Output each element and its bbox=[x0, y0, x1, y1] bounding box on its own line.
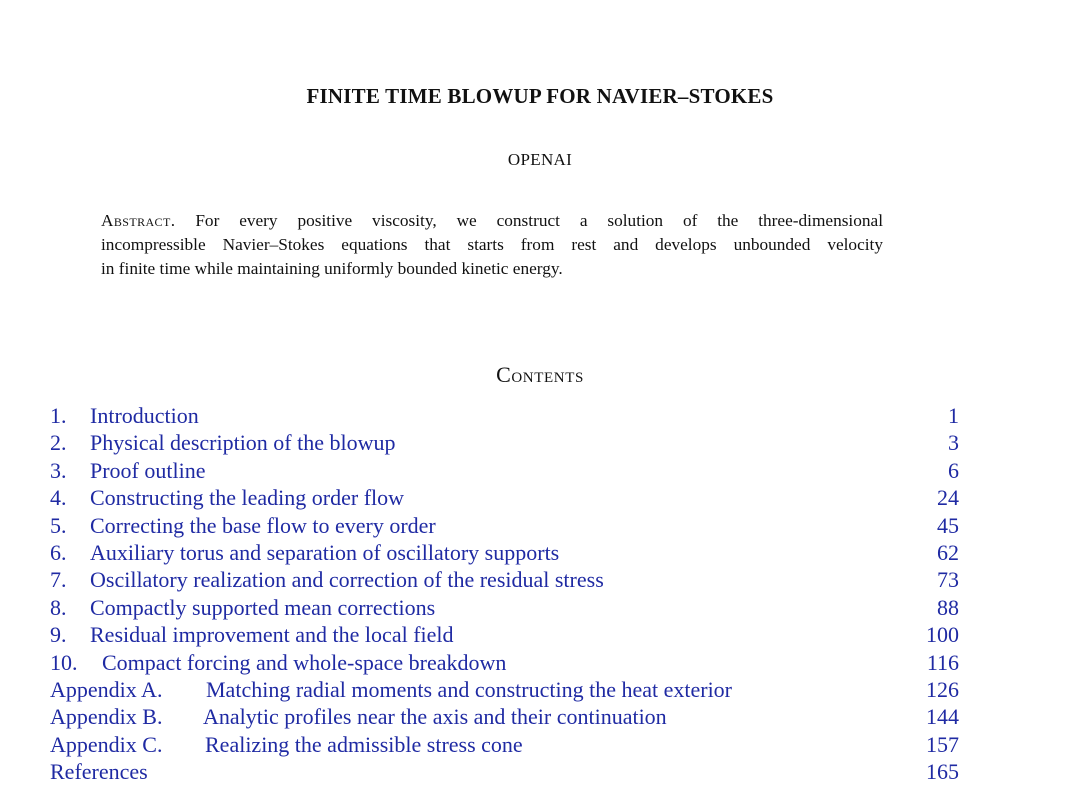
toc-entry-physical-description[interactable] bbox=[50, 429, 959, 456]
toc-page-number[interactable]: 126 bbox=[926, 676, 959, 702]
abstract-line: incompressible Navier–Stokes equations that starts from rest and develops unbounded velocity bbox=[101, 235, 883, 254]
abstract-line bbox=[101, 209, 883, 233]
toc-link[interactable]: Realizing the admissible stress cone bbox=[205, 731, 523, 757]
toc-entry-compact-forcing[interactable] bbox=[50, 649, 959, 676]
toc-page-number[interactable]: 24 bbox=[937, 485, 959, 511]
toc-link[interactable]: Physical description of the blowup bbox=[90, 430, 396, 456]
toc-entry-correcting-base-flow[interactable] bbox=[50, 512, 959, 539]
paper-title: FINITE TIME BLOWUP FOR NAVIER–STOKES bbox=[306, 84, 774, 108]
toc-page-number[interactable]: 73 bbox=[937, 567, 959, 593]
toc-entry-introduction[interactable] bbox=[50, 402, 959, 429]
toc-page-number[interactable]: 62 bbox=[937, 539, 959, 565]
toc-entry-oscillatory-realization[interactable] bbox=[50, 566, 959, 593]
toc-entry-auxiliary-torus[interactable] bbox=[50, 539, 959, 566]
toc-link[interactable]: Residual improvement and the local field bbox=[90, 622, 454, 648]
toc-page-number[interactable]: 45 bbox=[937, 512, 959, 538]
toc-number: Appendix C. bbox=[50, 731, 163, 757]
toc-link[interactable]: Oscillatory realization and correction of the residual stress bbox=[90, 567, 604, 593]
toc-link[interactable]: Proof outline bbox=[90, 457, 206, 483]
toc-entry-appendix-c[interactable] bbox=[50, 731, 959, 758]
toc-link[interactable]: Introduction bbox=[90, 403, 199, 428]
toc-number: Appendix B. bbox=[50, 704, 163, 730]
toc-number: 1. bbox=[50, 403, 67, 428]
toc-page-number[interactable]: 100 bbox=[926, 622, 959, 648]
toc-link[interactable]: Compactly supported mean corrections bbox=[90, 594, 436, 620]
table-of-contents bbox=[50, 402, 959, 785]
toc-page-number[interactable]: 6 bbox=[948, 457, 959, 483]
toc-number: 8. bbox=[50, 594, 67, 620]
toc-number: 6. bbox=[50, 539, 67, 565]
toc-entry-references[interactable] bbox=[50, 758, 959, 785]
toc-number: 3. bbox=[50, 457, 67, 483]
abstract-lead: Abstract. bbox=[101, 211, 176, 230]
toc-entry-residual-improvement[interactable] bbox=[50, 621, 959, 648]
toc-link[interactable]: Correcting the base flow to every order bbox=[90, 512, 436, 538]
abstract-line: in finite time while maintaining uniformly bounded kinetic energy. bbox=[101, 259, 563, 278]
toc-link[interactable]: Constructing the leading order flow bbox=[90, 485, 405, 511]
abstract-line-text: For every positive viscosity, we construct a solution of the three-dimensional bbox=[195, 211, 883, 230]
toc-entry-proof-outline[interactable] bbox=[50, 457, 959, 484]
toc-page-number[interactable]: 157 bbox=[926, 731, 959, 757]
toc-page-number[interactable]: 144 bbox=[926, 704, 959, 730]
toc-link[interactable]: References bbox=[50, 759, 148, 785]
toc-page-number[interactable]: 88 bbox=[937, 594, 959, 620]
toc-number: 5. bbox=[50, 512, 67, 538]
toc-link[interactable]: Matching radial moments and constructing the heat exterior bbox=[206, 676, 733, 702]
toc-link[interactable]: Compact forcing and whole-space breakdown bbox=[102, 649, 507, 675]
toc-number: 2. bbox=[50, 430, 67, 456]
abstract bbox=[101, 209, 883, 281]
toc-number: 4. bbox=[50, 485, 67, 511]
toc-link[interactable]: Analytic profiles near the axis and their continuation bbox=[203, 704, 667, 730]
toc-page-number[interactable]: 116 bbox=[926, 649, 959, 675]
toc-number: 7. bbox=[50, 567, 67, 593]
toc-number: Appendix A. bbox=[50, 676, 163, 702]
toc-page-number[interactable]: 165 bbox=[926, 759, 959, 785]
toc-page-number[interactable]: 3 bbox=[948, 430, 959, 456]
contents-heading: Contents bbox=[496, 362, 584, 387]
toc-entry-appendix-a[interactable] bbox=[50, 676, 959, 703]
toc-entry-leading-order-flow[interactable] bbox=[50, 484, 959, 511]
paper-author: OPENAI bbox=[507, 150, 573, 169]
toc-entry-mean-corrections[interactable] bbox=[50, 594, 959, 621]
toc-page-number[interactable]: 1 bbox=[948, 403, 959, 428]
toc-number: 10. bbox=[50, 649, 78, 675]
toc-entry-appendix-b[interactable] bbox=[50, 703, 959, 730]
toc-link[interactable]: Auxiliary torus and separation of oscillatory supports bbox=[90, 539, 560, 565]
toc-number: 9. bbox=[50, 622, 67, 648]
